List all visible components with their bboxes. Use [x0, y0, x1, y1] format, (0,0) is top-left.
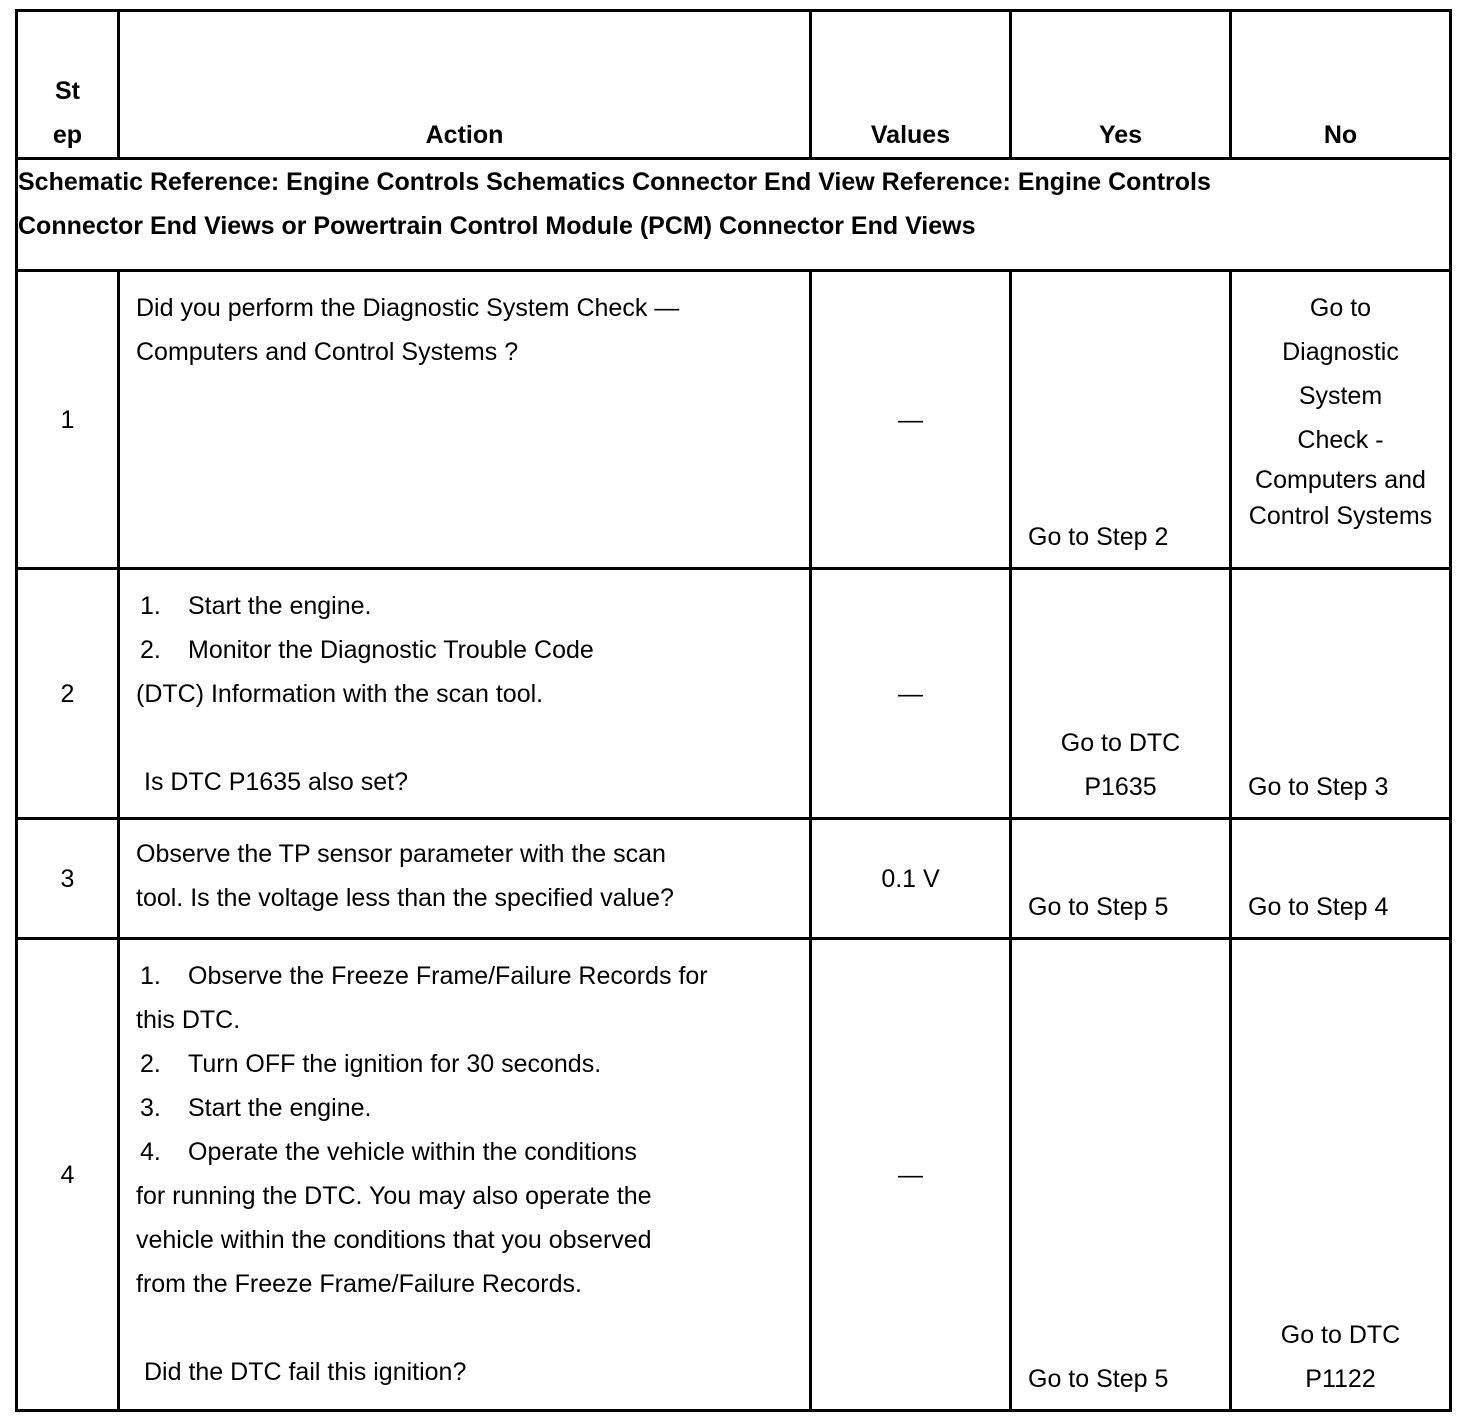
- col-header-step: [17, 11, 119, 159]
- value-cell: 0.1 V: [811, 819, 1011, 939]
- action-cell: [119, 819, 811, 939]
- value-cell: —: [811, 939, 1011, 1411]
- action-question: Did the DTC fail this ignition?: [144, 1358, 467, 1386]
- action-line: vehicle within the conditions that you observed: [136, 1226, 652, 1254]
- value-cell: —: [811, 271, 1011, 569]
- col-header-yes: Yes: [1011, 11, 1231, 159]
- item-text: Observe the Freeze Frame/Failure Records for: [188, 962, 708, 990]
- no-cell: [1231, 271, 1451, 569]
- diagnostic-table: [15, 9, 1452, 1412]
- item-number: 3.: [140, 1094, 161, 1122]
- reference-row: [17, 159, 1451, 271]
- yes-line: Go to DTC: [1060, 729, 1181, 757]
- no-line: Check -: [1297, 426, 1384, 454]
- table-row: [17, 271, 1451, 569]
- action-line: for running the DTC. You may also operate the: [136, 1182, 652, 1210]
- action-line: tool. Is the voltage less than the specified value?: [136, 884, 674, 912]
- yes-line: P1635: [1084, 773, 1157, 801]
- action-item: [136, 584, 793, 628]
- item-number: 4.: [140, 1138, 161, 1166]
- action-item: [136, 628, 793, 672]
- no-cell: [1231, 819, 1451, 939]
- col-header-step-line1: St: [55, 77, 80, 105]
- no-link[interactable]: Go to Step 3: [1248, 773, 1389, 801]
- action-question: Is DTC P1635 also set?: [144, 768, 409, 796]
- col-header-values: Values: [811, 11, 1011, 159]
- col-header-action: Action: [119, 11, 811, 159]
- no-cell: [1231, 939, 1451, 1411]
- action-item: [136, 1042, 793, 1086]
- step-number: 4: [17, 939, 119, 1411]
- yes-cell: [1011, 819, 1231, 939]
- step-number: 2: [17, 569, 119, 819]
- action-item: [136, 954, 793, 998]
- col-header-step-line2: ep: [52, 121, 83, 149]
- action-cell: [119, 271, 811, 569]
- item-text: Start the engine.: [188, 1094, 372, 1122]
- action-line: Observe the TP sensor parameter with the scan: [136, 840, 666, 868]
- step-number: 1: [17, 271, 119, 569]
- item-text: Operate the vehicle within the conditions: [188, 1138, 637, 1166]
- col-header-no: No: [1231, 11, 1451, 159]
- action-cell: [119, 939, 811, 1411]
- no-line: Computers and: [1255, 466, 1426, 494]
- no-line: Go to DTC: [1280, 1321, 1401, 1349]
- yes-link[interactable]: Go to Step 5: [1028, 893, 1169, 921]
- table-row: [17, 569, 1451, 819]
- item-number: 1.: [140, 592, 161, 620]
- no-link[interactable]: Go to Step 4: [1248, 893, 1389, 921]
- item-number: 1.: [140, 962, 161, 990]
- action-line: Computers and Control Systems ?: [136, 338, 519, 366]
- yes-cell: [1011, 569, 1231, 819]
- action-item: [136, 1086, 793, 1130]
- value-cell: —: [811, 569, 1011, 819]
- action-item: [136, 1130, 793, 1174]
- yes-cell: [1011, 271, 1231, 569]
- schematic-reference: [17, 159, 1451, 271]
- yes-link[interactable]: Go to Step 5: [1028, 1365, 1169, 1393]
- no-cell: [1231, 569, 1451, 819]
- no-line: System: [1298, 382, 1383, 410]
- table-row: [17, 819, 1451, 939]
- table-row: [17, 939, 1451, 1411]
- reference-line1: Schematic Reference: Engine Controls Schematics Connector End View Reference: Engine Controls: [18, 168, 1211, 196]
- action-line: (DTC) Information with the scan tool.: [136, 680, 544, 708]
- step-number: 3: [17, 819, 119, 939]
- spacer: [136, 716, 793, 760]
- spacer: [136, 1306, 793, 1350]
- no-line: Diagnostic: [1282, 338, 1399, 366]
- item-number: 2.: [140, 636, 161, 664]
- action-cell: [119, 569, 811, 819]
- action-line: from the Freeze Frame/Failure Records.: [136, 1270, 582, 1298]
- item-text: Turn OFF the ignition for 30 seconds.: [188, 1050, 602, 1078]
- no-line: P1122: [1305, 1365, 1376, 1393]
- reference-line2: Connector End Views or Powertrain Control Module (PCM) Connector End Views: [18, 212, 976, 240]
- yes-link[interactable]: Go to Step 2: [1028, 523, 1169, 551]
- item-text: Monitor the Diagnostic Trouble Code: [188, 636, 594, 664]
- action-line: this DTC.: [136, 1006, 241, 1034]
- no-link[interactable]: [1232, 1313, 1449, 1401]
- no-link[interactable]: [1232, 286, 1449, 534]
- item-text: Start the engine.: [188, 592, 372, 620]
- item-number: 2.: [140, 1050, 161, 1078]
- action-line: Did you perform the Diagnostic System Check —: [136, 294, 680, 322]
- yes-cell: [1011, 939, 1231, 1411]
- no-line: Go to: [1309, 294, 1372, 322]
- yes-link[interactable]: [1012, 721, 1229, 809]
- header-row: [17, 11, 1451, 159]
- no-line: Control Systems: [1248, 502, 1433, 530]
